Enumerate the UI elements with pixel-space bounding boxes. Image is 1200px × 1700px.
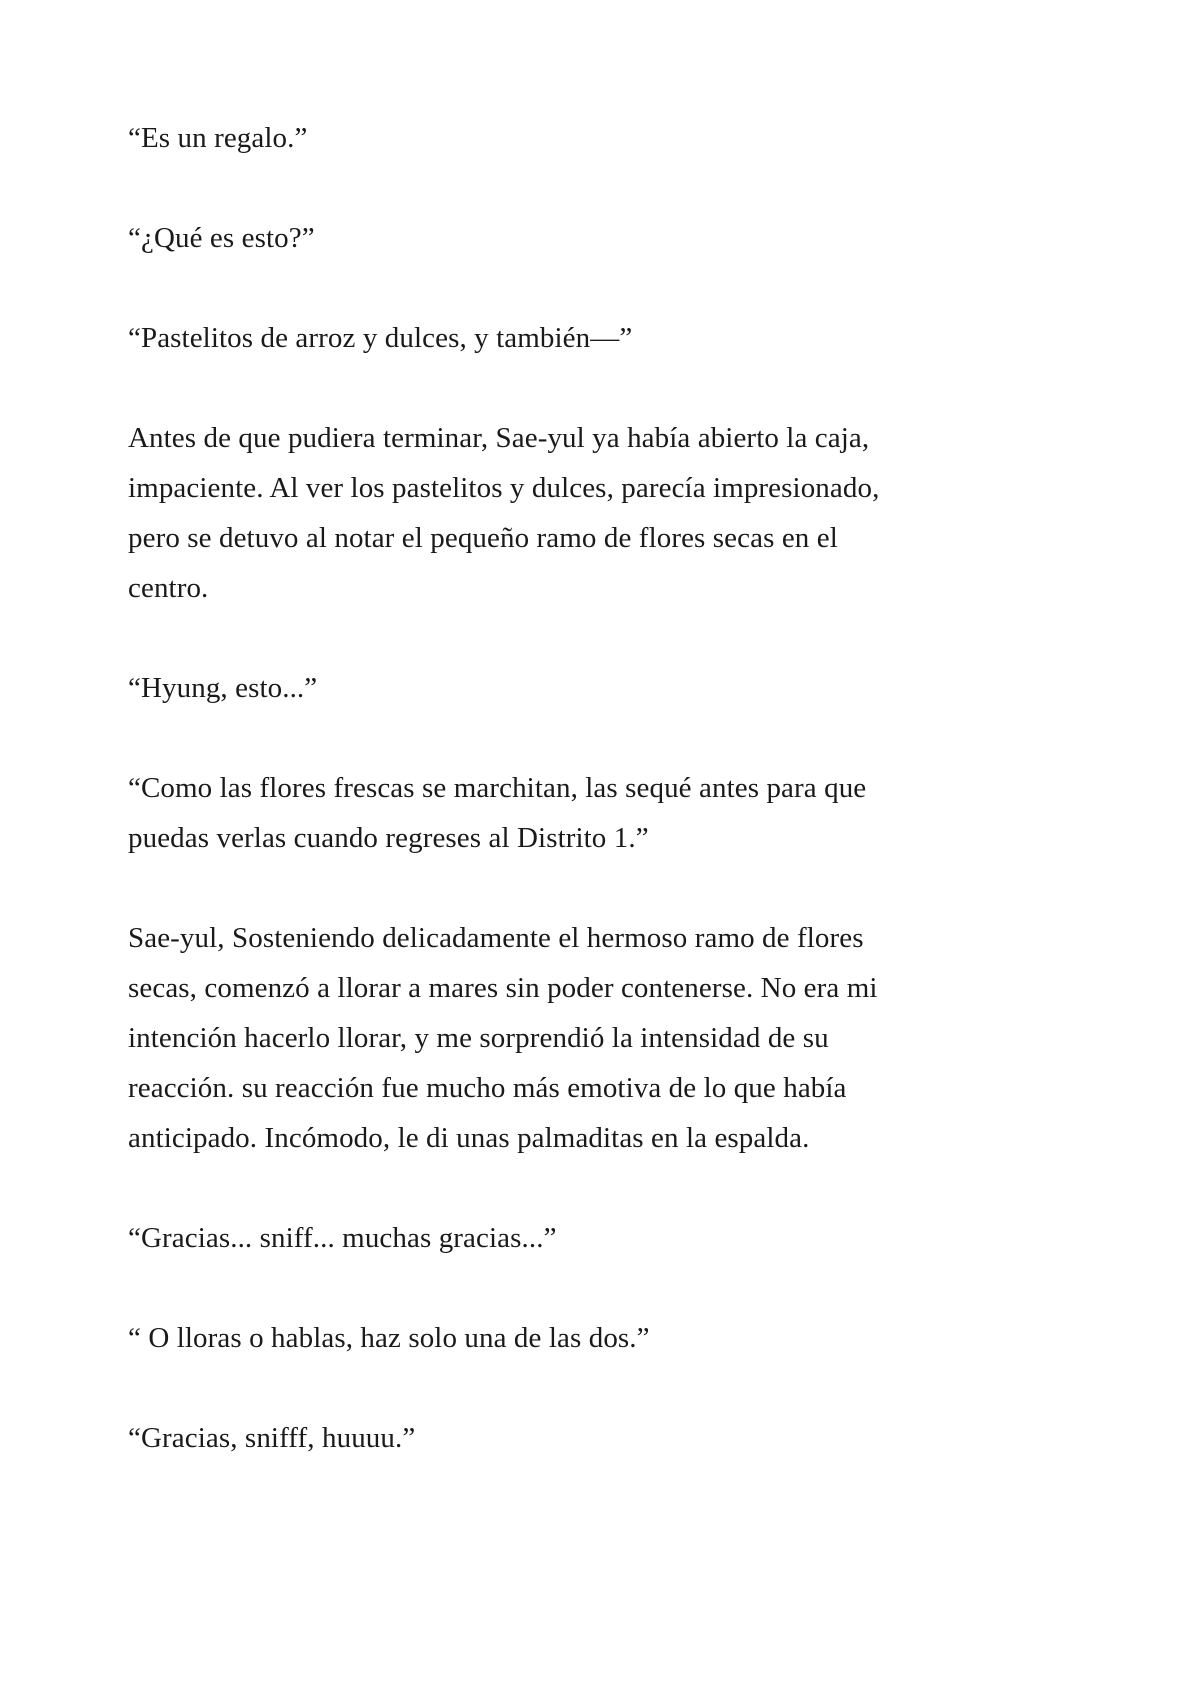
paragraph [128,1213,1048,1263]
text-line: “Hyung, esto...” [128,672,318,704]
text-line: centro. [128,572,209,604]
text-line: puedas verlas cuando regreses al Distrito 1.” [128,822,649,854]
paragraph [128,113,1048,163]
text-line: “Es un regalo.” [128,122,308,154]
paragraph [128,313,1048,363]
paragraph [128,913,1048,1163]
text-line: impaciente. Al ver los pastelitos y dulces, parecía impresionado, [128,472,880,504]
text-line: “Pastelitos de arroz y dulces, y también—” [128,322,633,354]
text-line: “ O lloras o hablas, haz solo una de las dos.” [128,1322,650,1354]
text-line: “Gracias, snifff, huuuu.” [128,1422,416,1454]
paragraph [128,1413,1048,1463]
paragraph [128,763,1048,863]
document-page [128,113,1048,1513]
paragraph [128,213,1048,263]
text-line: “Como las flores frescas se marchitan, las sequé antes para que [128,772,867,804]
text-line: secas, comenzó a llorar a mares sin poder contenerse. No era mi [128,972,878,1004]
text-line: “Gracias... sniff... muchas gracias...” [128,1222,557,1254]
paragraph [128,413,1048,613]
text-line: reacción. su reacción fue mucho más emotiva de lo que había [128,1072,847,1104]
text-line: Antes de que pudiera terminar, Sae-yul ya había abierto la caja, [128,422,870,454]
paragraph [128,1313,1048,1363]
text-line: pero se detuvo al notar el pequeño ramo de flores secas en el [128,522,838,554]
text-line: “¿Qué es esto?” [128,222,315,254]
text-line: anticipado. Incómodo, le di unas palmaditas en la espalda. [128,1122,810,1154]
paragraph [128,663,1048,713]
text-line: intención hacerlo llorar, y me sorprendió la intensidad de su [128,1022,829,1054]
text-line: Sae-yul, Sosteniendo delicadamente el hermoso ramo de flores [128,922,864,954]
